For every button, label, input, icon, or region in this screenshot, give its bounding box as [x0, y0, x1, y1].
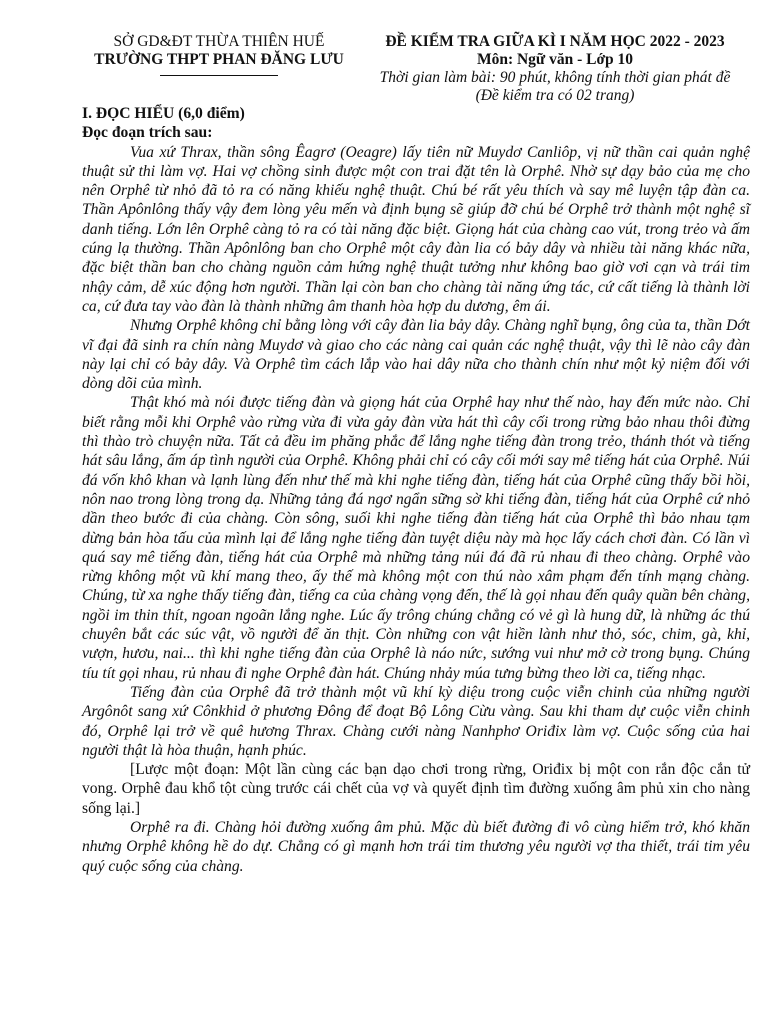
department-name: SỞ GD&ĐT THỪA THIÊN HUẾ [113, 33, 325, 50]
school-name: TRƯỜNG THPT PHAN ĐĂNG LƯU [94, 51, 344, 68]
issuer-block [60, 33, 378, 76]
passage-paragraph: Orphê ra đi. Chàng hỏi đường xuống âm phủ. Mặc dù biết đường đi vô cùng hiểm trở, khó khăn nhưng Orphê không hề do dự. Chẳng có gì mạnh hơn trái tim thương yêu người vợ tha thiết, trái tim yêu quý cuộc sống của chàng. [82, 818, 750, 875]
passage-paragraph: Vua xứ Thrax, thần sông Êagrơ (Oeagre) lấy tiên nữ Muydơ Canliôp, vị nữ thần cai quản nghệ thuật sử thi làm vợ. Hai vợ chồng sinh được một con trai đặt tên là Orphê. Nhờ sự dạy bảo của mẹ cho nên Orphê từ nhỏ đã tỏ ra có năng khiếu nghệ thuật. Chú bé rất yêu thích và say mê luyện tập đàn ca. Thần Apônlông thấy vậy đem lòng yêu mến và định bụng sẽ giúp đỡ chú bé Orphê trở thành một nghệ sĩ danh tiếng. Lớn lên Orphê càng tỏ ra có tài năng đặc biệt. Giọng hát của chàng cao vút, trong trẻo và ấm cúng lạ thường. Thần Apônlông ban cho Orphê một cây đàn lia có bảy dây và nhiều tài năng khác nữa, đặc biệt thần ban cho chàng nguồn cảm hứng nghệ thuật tưởng như không bao giờ vơi cạn và trái tim nhậy cảm, dễ xúc động hơn người. Thần lại còn ban cho chàng tài năng ứng tác, cứ cất tiếng là thành lời ca, cứ đưa tay vào đàn là thành những âm thanh hòa hợp du dương, êm ái. [82, 143, 750, 315]
passage-paragraph: Thật khó mà nói được tiếng đàn và giọng hát của Orphê hay như thế nào, hay đến mức nào. Chỉ biết rằng mỗi khi Orphê vào rừng vừa đi vừa gảy đàn vừa hát thì cây cối trong rừng bảo nhau thôi đừng thì thào trò chuyện nữa. Tất cả đều im phăng phắc để lắng nghe tiếng đàn trong trẻo, thánh thót và tiếng hát sâu lắng, ấm áp tình người của Orphê. Không phải chỉ có cây cối mới say mê tiếng hát của Orphê. Núi đá vốn khô khan và lạnh lùng đến như thế mà khi nghe tiếng đàn, tiếng hát của Orphê cũng thấy bồi hồi, nôn nao trong lòng trong dạ. Những tảng đá ngơ ngẩn sững sờ khi tiếng đàn, tiếng hát của Orphê cứ nhỏ dần theo bước đi của chàng. Còn sông, suối khi nghe tiếng đàn tiếng hát của Orphê thì bảo nhau tạm dừng bản hòa tấu của mình lại để lắng nghe tiếng đàn tuyệt diệu này mà học lấy cách chơi đàn. Có lần vì quá say mê tiếng đàn, tiếng hát của Orphê mà những tảng núi đá đã rủ nhau đi theo chàng. Orphê vào rừng không một vũ khí mang theo, ấy thế mà không một con thú nào xâm phạm đến tính mạng chàng. Chúng, từ xa nghe thấy tiếng đàn, tiếng ca của chàng vọng đến, thế là gọi nhau đến quây quần bên chàng, ngồi im thin thít, ngoan ngoãn lắng nghe. Lúc ấy trông chúng chẳng có vẻ gì là hung dữ, là những ác thú chuyên bắt các súc vật, vồ người để ăn thịt. Còn những con vật hiền lành như thỏ, sóc, chim, gà, khỉ, vượn, hươu, nai... thì khi nghe tiếng đàn của Orphê là náo nức, sướng vui như mở cờ trong bụng. Chúng tíu tít gọi nhau, rủ nhau đi nghe Orphê đàn hát. Chúng nhảy múa tưng bừng theo lời ca, tiếng nhạc. [82, 394, 750, 682]
omission-note: [Lược một đoạn: Một lần cùng các bạn dạo chơi trong rừng, Oriđix bị một con rắn độc cắn tử vong. Orphê đau khổ tột cùng trước cái chết của vợ và quyết định tìm đường xuống âm phủ xin cho nàng sống lại.] [82, 761, 750, 817]
exam-title: ĐỀ KIỂM TRA GIỮA KÌ I NĂM HỌC 2022 - 2023 [385, 33, 725, 50]
header-underline [160, 75, 278, 76]
passage-paragraph: Tiếng đàn của Orphê đã trở thành một vũ khí kỳ diệu trong cuộc viễn chinh của những người Argônôt sang xứ Cônkhid ở phương Đông để đoạt Bộ Lông Cừu vàng. Sau khi tham dự cuộc viễn chinh đó, Orphê lại trở về quê hương Thrax. Chàng cưới nàng Nanhphơ Oriđix làm vợ. Cuộc sống của hai người thật là hòa thuận, hạnh phúc. [82, 683, 750, 759]
section-title: I. ĐỌC HIỂU (6,0 điểm) [82, 105, 245, 122]
reading-instruction: Đọc đoạn trích sau: [82, 124, 213, 142]
document-header [0, 33, 768, 113]
exam-content [82, 104, 750, 876]
exam-info-block [352, 33, 758, 105]
exam-subject: Môn: Ngữ văn - Lớp 10 [476, 51, 634, 68]
passage-paragraph: Nhưng Orphê không chỉ bằng lòng với cây đàn lia bảy dây. Chàng nghĩ bụng, ông của ta, thần Dớt vĩ đại đã sinh ra chín nàng Muydơ và giao cho các nàng cai quản các nghệ thuật, vậy thì lẽ nào cây đàn này lại chỉ có bảy dây. Và Orphê tìm cách lắp vào hai dây nữa cho thành chín như một kỷ niệm đối với dòng dõi của mình. [82, 317, 750, 393]
exam-pages-note: (Đề kiểm tra có 02 trang) [475, 87, 635, 104]
exam-duration: Thời gian làm bài: 90 phút, không tính thời gian phát đề [379, 69, 731, 86]
